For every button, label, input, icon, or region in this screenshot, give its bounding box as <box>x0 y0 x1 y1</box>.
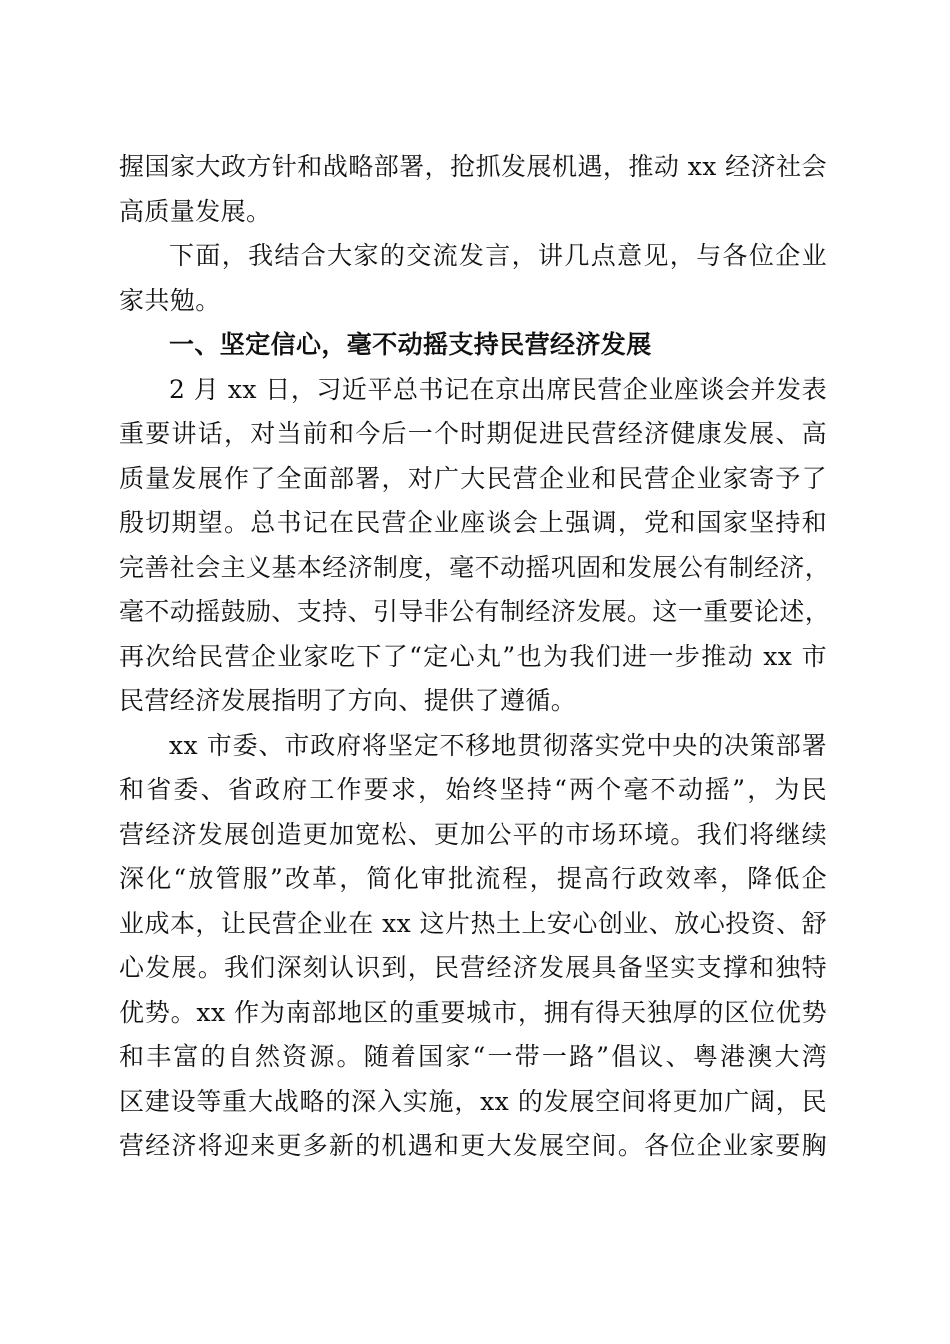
text-line: xx 市委、市政府将坚定不移地贯彻落实党中央的决策部署 <box>169 730 827 760</box>
text-line: 深化“放管服”改革，简化审批流程，提高行政效率，降低企 <box>119 864 827 893</box>
paragraph-city-policy <box>119 724 827 1169</box>
text-line: 2 月 xx 日，习近平总书记在京出席民营企业座谈会并发表 <box>169 374 827 404</box>
text-line: 殷切期望。总书记在民营企业座谈会上强调，党和国家坚持和 <box>119 508 827 537</box>
heading-text: 一、坚定信心，毫不动摇支持民营经济发展 <box>169 330 652 359</box>
text-line: 再次给民营企业家吃下了“定心丸”也为我们进一步推动 xx 市 <box>119 641 827 671</box>
text-line: 毫不动摇鼓励、支持、引导非公有制经济发展。这一重要论述， <box>119 597 831 626</box>
text-line: 优势。xx 作为南部地区的重要城市，拥有得天独厚的区位优势 <box>119 997 827 1027</box>
text-line: 营经济将迎来更多新的机遇和更大发展空间。各位企业家要胸 <box>119 1131 827 1160</box>
text-line: 高质量发展。 <box>119 196 272 226</box>
text-line: 业成本，让民营企业在 xx 这片热土上安心创业、放心投资、舒 <box>119 908 827 938</box>
text-line: 区建设等重大战略的深入实施，xx 的发展空间将更加广阔，民 <box>119 1086 827 1116</box>
text-line: 下面，我结合大家的交流发言，讲几点意见，与各位企业 <box>169 241 827 270</box>
text-line: 民营经济发展指明了方向、提供了遵循。 <box>119 686 577 715</box>
text-line: 心发展。我们深刻认识到，民营经济发展具备坚实支撑和独特 <box>119 953 827 982</box>
document-body <box>119 145 831 1169</box>
text-line: 质量发展作了全面部署，对广大民营企业和民营企业家寄予了 <box>119 463 827 493</box>
section-heading <box>119 323 827 368</box>
text-line: 和丰富的自然资源。随着国家“一带一路”倡议、粤港澳大湾 <box>119 1042 827 1071</box>
paragraph-intro <box>119 234 827 323</box>
text-line: 家共勉。 <box>119 285 221 315</box>
text-line: 完善社会主义基本经济制度，毫不动摇巩固和发展公有制经济， <box>119 552 831 582</box>
paragraph-continuation <box>119 145 827 234</box>
text-line: 握国家大政方针和战略部署，抢抓发展机遇，推动 xx 经济社会 <box>119 152 827 181</box>
paragraph-speech <box>119 368 831 724</box>
text-line: 营经济发展创造更加宽松、更加公平的市场环境。我们将继续 <box>119 819 827 849</box>
text-line: 和省委、省政府工作要求，始终坚持“两个毫不动摇”，为民 <box>119 775 827 804</box>
text-line: 重要讲话，对当前和今后一个时期促进民营经济健康发展、高 <box>119 419 827 448</box>
